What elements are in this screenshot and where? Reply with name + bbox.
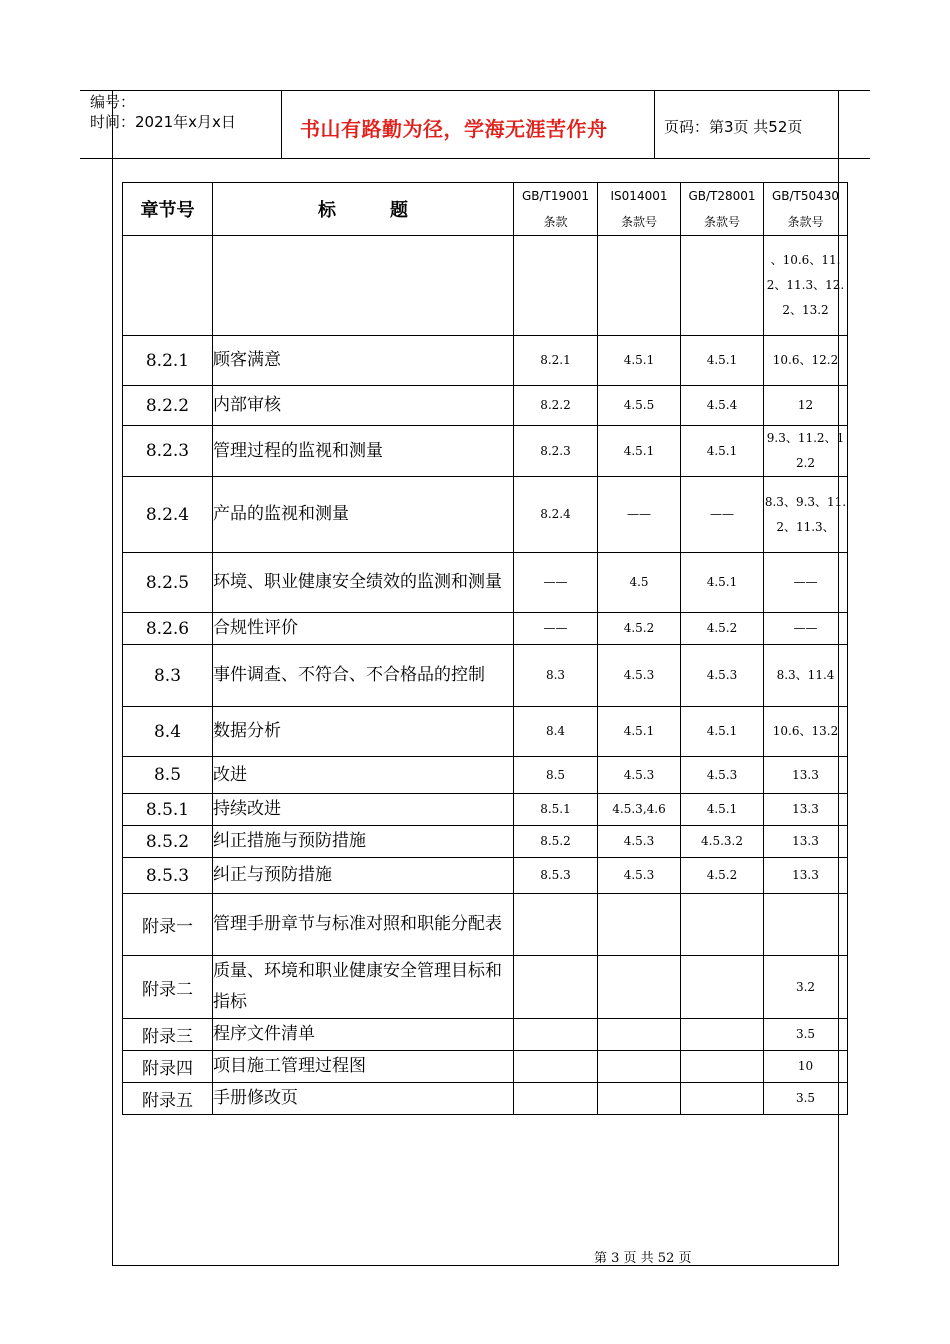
title-cell: 事件调查、不符合、不合格品的控制 [213, 645, 514, 707]
column-header-line: 条款 [543, 215, 568, 229]
gbt28001-cell: 4.5.1 [681, 707, 764, 757]
table-row [123, 1051, 848, 1083]
is014001-cell: 4.5.3,4.6 [598, 794, 681, 826]
chapter-cell: 8.2.4 [123, 477, 213, 553]
title-cell: 产品的监视和测量 [213, 477, 514, 553]
gbt19001-cell: 8.4 [514, 707, 598, 757]
gbt50430-cell: 、10.6、11.2、11.3、12.2、13.2 [764, 236, 848, 336]
chapter-cell: 8.2.6 [123, 613, 213, 645]
chapter-cell: 附录二 [123, 956, 213, 1019]
title-cell: 手册修改页 [213, 1083, 514, 1115]
table-row [123, 613, 848, 645]
document-date: 时间：2021年x月x日 [90, 113, 236, 131]
document-code: 编号： [90, 93, 136, 111]
page-frame-bottom [112, 1265, 839, 1266]
is014001-cell [598, 1051, 681, 1083]
gbt28001-cell: 4.5.3 [681, 757, 764, 794]
gbt50430-cell: 13.3 [764, 794, 848, 826]
gbt28001-cell: 4.5.2 [681, 858, 764, 894]
title-cell: 数据分析 [213, 707, 514, 757]
table-row [123, 956, 848, 1019]
column-header-line: 条款号 [703, 215, 740, 229]
is014001-cell: 4.5.1 [598, 336, 681, 386]
title-cell: 合规性评价 [213, 613, 514, 645]
column-header-title: 标 题 [213, 183, 514, 236]
header-divider-1 [281, 90, 282, 158]
gbt28001-cell [681, 894, 764, 956]
gbt50430-cell: —— [764, 613, 848, 645]
gbt50430-cell [764, 894, 848, 956]
chapter-cell: 8.2.3 [123, 426, 213, 477]
gbt50430-cell: 13.3 [764, 858, 848, 894]
gbt50430-cell: 3.2 [764, 956, 848, 1019]
header-divider-3 [838, 90, 839, 158]
is014001-cell [598, 1019, 681, 1051]
gbt28001-cell [681, 1083, 764, 1115]
gbt19001-cell [514, 894, 598, 956]
chapter-cell: 附录五 [123, 1083, 213, 1115]
gbt50430-cell: 8.3、9.3、11.2、11.3、 [764, 477, 848, 553]
chapter-cell: 8.5.2 [123, 826, 213, 858]
gbt50430-cell: 3.5 [764, 1019, 848, 1051]
gbt28001-cell: 4.5.3.2 [681, 826, 764, 858]
header-motto: 书山有路勤为径，学海无涯苦作舟 [300, 117, 608, 141]
gbt28001-cell [681, 1051, 764, 1083]
column-header-line: GB/T28001 [688, 189, 756, 203]
gbt19001-cell [514, 1051, 598, 1083]
table-header-row [123, 183, 848, 236]
is014001-cell: —— [598, 477, 681, 553]
title-cell: 程序文件清单 [213, 1019, 514, 1051]
header-divider-2 [654, 90, 655, 158]
gbt19001-cell: 8.3 [514, 645, 598, 707]
title-cell: 环境、职业健康安全绩效的监测和测量 [213, 553, 514, 613]
header-page-info: 页码：第3页 共52页 [664, 118, 803, 136]
gbt50430-cell: 10.6、13.2 [764, 707, 848, 757]
title-cell: 纠正与预防措施 [213, 858, 514, 894]
column-header-is014001 [598, 183, 681, 236]
chapter-cell [123, 236, 213, 336]
gbt28001-cell: 4.5.1 [681, 794, 764, 826]
gbt28001-cell: 4.5.1 [681, 553, 764, 613]
table-row [123, 757, 848, 794]
title-cell: 顾客满意 [213, 336, 514, 386]
header-bottom-rule [80, 158, 870, 159]
chapter-cell: 8.5 [123, 757, 213, 794]
gbt28001-cell: 4.5.1 [681, 336, 764, 386]
title-cell: 纠正措施与预防措施 [213, 826, 514, 858]
table-row [123, 386, 848, 426]
table-row [123, 858, 848, 894]
table-row [123, 553, 848, 613]
gbt28001-cell [681, 236, 764, 336]
chapter-cell: 附录一 [123, 894, 213, 956]
gbt50430-cell: 10.6、12.2 [764, 336, 848, 386]
chapter-cell: 8.3 [123, 645, 213, 707]
gbt28001-cell [681, 956, 764, 1019]
chapter-cell: 8.2.2 [123, 386, 213, 426]
table-row [123, 426, 848, 477]
gbt19001-cell [514, 1083, 598, 1115]
gbt50430-cell: 13.3 [764, 757, 848, 794]
column-header-line: 条款号 [620, 215, 657, 229]
table-row [123, 894, 848, 956]
table-row [123, 707, 848, 757]
column-header-gbt28001 [681, 183, 764, 236]
chapter-cell: 8.5.1 [123, 794, 213, 826]
is014001-cell: 4.5.3 [598, 826, 681, 858]
table-row [123, 236, 848, 336]
gbt50430-cell: —— [764, 553, 848, 613]
is014001-cell [598, 236, 681, 336]
gbt19001-cell [514, 236, 598, 336]
table-row [123, 794, 848, 826]
table-row [123, 477, 848, 553]
column-header-gbt50430 [764, 183, 848, 236]
chapter-cell: 8.5.3 [123, 858, 213, 894]
gbt50430-cell: 10 [764, 1051, 848, 1083]
gbt19001-cell: 8.2.2 [514, 386, 598, 426]
gbt19001-cell: 8.5.1 [514, 794, 598, 826]
is014001-cell: 4.5.3 [598, 757, 681, 794]
page-frame-left [112, 90, 113, 1266]
column-header-line: IS014001 [610, 189, 668, 203]
gbt50430-cell: 8.3、11.4 [764, 645, 848, 707]
gbt50430-cell: 13.3 [764, 826, 848, 858]
gbt19001-cell: 8.2.1 [514, 336, 598, 386]
is014001-cell [598, 956, 681, 1019]
gbt28001-cell: 4.5.2 [681, 613, 764, 645]
gbt28001-cell: 4.5.3 [681, 645, 764, 707]
column-header-line: GB/T19001 [521, 189, 590, 203]
gbt50430-cell: 12 [764, 386, 848, 426]
title-cell: 管理手册章节与标准对照和职能分配表 [213, 894, 514, 956]
is014001-cell [598, 1083, 681, 1115]
standards-cross-reference-table [122, 182, 848, 1115]
is014001-cell: 4.5.2 [598, 613, 681, 645]
title-cell: 改进 [213, 757, 514, 794]
is014001-cell: 4.5.1 [598, 426, 681, 477]
column-header-gbt19001 [514, 183, 598, 236]
title-cell [213, 236, 514, 336]
gbt19001-cell: 8.5.3 [514, 858, 598, 894]
gbt19001-cell: —— [514, 613, 598, 645]
gbt50430-cell: 9.3、11.2、12.2 [764, 426, 848, 477]
table-row [123, 336, 848, 386]
table-row [123, 645, 848, 707]
title-cell: 内部审核 [213, 386, 514, 426]
gbt28001-cell: 4.5.4 [681, 386, 764, 426]
gbt19001-cell: 8.5.2 [514, 826, 598, 858]
is014001-cell: 4.5.3 [598, 645, 681, 707]
is014001-cell: 4.5.1 [598, 707, 681, 757]
column-header-line: 条款号 [787, 215, 824, 229]
title-cell: 质量、环境和职业健康安全管理目标和指标 [213, 956, 514, 1019]
gbt19001-cell: —— [514, 553, 598, 613]
chapter-cell: 附录三 [123, 1019, 213, 1051]
gbt19001-cell [514, 956, 598, 1019]
chapter-cell: 附录四 [123, 1051, 213, 1083]
table-row [123, 1019, 848, 1051]
gbt28001-cell: —— [681, 477, 764, 553]
is014001-cell [598, 894, 681, 956]
gbt19001-cell: 8.5 [514, 757, 598, 794]
chapter-cell: 8.4 [123, 707, 213, 757]
is014001-cell: 4.5 [598, 553, 681, 613]
is014001-cell: 4.5.3 [598, 858, 681, 894]
title-cell: 管理过程的监视和测量 [213, 426, 514, 477]
title-cell: 持续改进 [213, 794, 514, 826]
header-top-rule [80, 90, 870, 91]
column-header-line: GB/T50430 [771, 189, 840, 203]
gbt19001-cell [514, 1019, 598, 1051]
is014001-cell: 4.5.5 [598, 386, 681, 426]
title-cell: 项目施工管理过程图 [213, 1051, 514, 1083]
gbt19001-cell: 8.2.4 [514, 477, 598, 553]
gbt50430-cell: 3.5 [764, 1083, 848, 1115]
table-row [123, 1083, 848, 1115]
gbt28001-cell: 4.5.1 [681, 426, 764, 477]
gbt28001-cell [681, 1019, 764, 1051]
gbt19001-cell: 8.2.3 [514, 426, 598, 477]
chapter-cell: 8.2.5 [123, 553, 213, 613]
footer-page-number: 第 3 页 共 52 页 [594, 1251, 692, 1266]
table-row [123, 826, 848, 858]
chapter-cell: 8.2.1 [123, 336, 213, 386]
column-header-chapter: 章节号 [123, 183, 213, 236]
